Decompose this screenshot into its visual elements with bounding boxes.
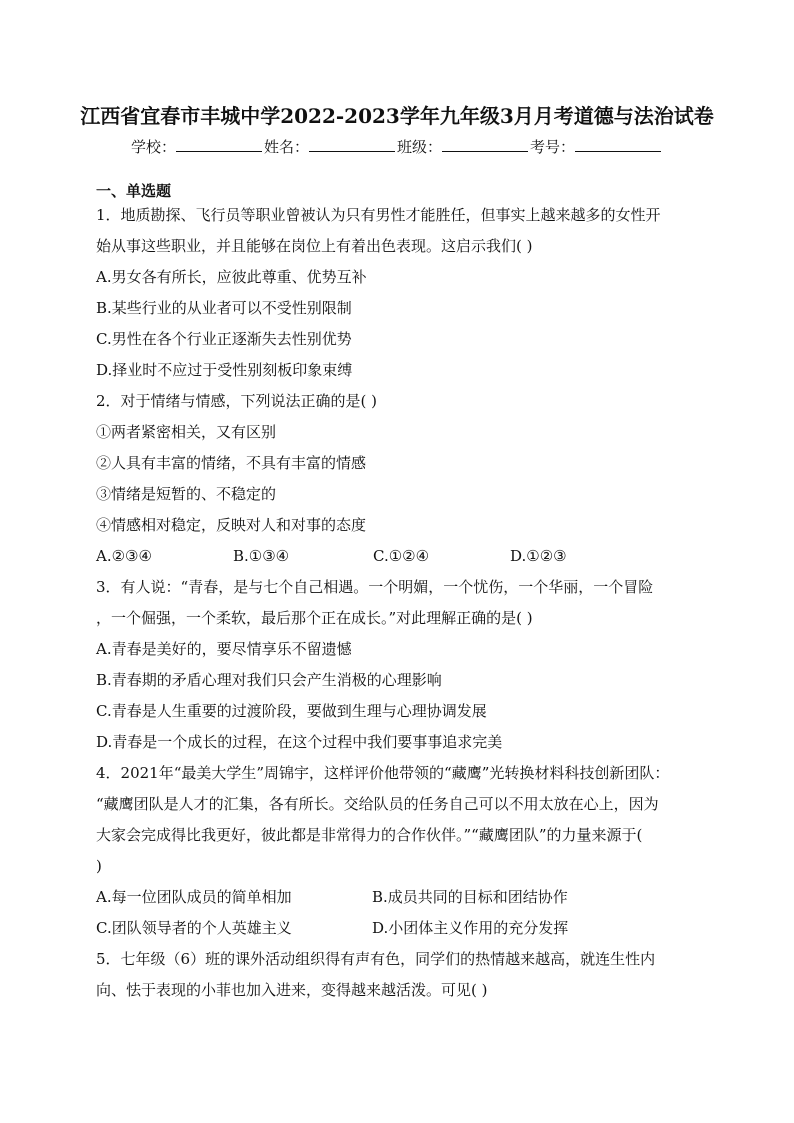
- student-info-line: [0, 136, 794, 157]
- option-b: B.某些行业的从业者可以不受性别限制: [96, 299, 352, 317]
- question-stem: 3．有人说：“青春，是与七个自己相遇。一个明媚，一个忧伤，一个华丽，一个冒险: [96, 578, 654, 596]
- question-stem: 4．2021年“最美大学生”周锦宇，这样评价他带领的“藏鹰”光转换材料科技创新团队：: [96, 764, 670, 782]
- number-blank: [575, 137, 661, 152]
- question-stem: 5．七年级（6）班的课外活动组织得有声有色，同学们的热情越来越高，就连生性内: [96, 950, 656, 968]
- statement-1: ①两者紧密相关，又有区别: [96, 423, 277, 441]
- question-stem: 大家会完成得比我更好，彼此都是非常得力的合作伙伴。”“藏鹰团队”的力量来源于(: [96, 826, 643, 844]
- question-2: [96, 391, 700, 577]
- question-stem: ): [96, 857, 102, 875]
- question-stem: 2．对于情绪与情感，下列说法正确的是( ): [96, 392, 378, 410]
- class-blank: [442, 137, 528, 152]
- school-label: 学校：: [130, 138, 176, 156]
- option-d: D.择业时不应过于受性别刻板印象束缚: [96, 361, 353, 379]
- option-a: A.青春是美好的，要尽情享乐不留遗憾: [96, 640, 352, 658]
- option-c: C.男性在各个行业正逐渐失去性别优势: [96, 330, 352, 348]
- questions: [96, 205, 700, 1011]
- question-stem: “藏鹰团队是人才的汇集，各有所长。交给队员的任务自己可以不用太放在心上，因为: [96, 795, 659, 813]
- options-row: [96, 546, 700, 577]
- option-c: C.①②④: [373, 547, 430, 565]
- question-stem: 1．地质勘探、飞行员等职业曾被认为只有男性才能胜任，但事实上越来越多的女性开: [96, 206, 661, 224]
- option-c: C.团队领导者的个人英雄主义: [96, 919, 292, 937]
- page-title: 江西省宜春市丰城中学2022-2023学年九年级3月月考道德与法治试卷: [80, 104, 714, 128]
- option-d: D.小团体主义作用的充分发挥: [372, 919, 569, 937]
- option-b: B.青春期的矛盾心理对我们只会产生消极的心理影响: [96, 671, 442, 689]
- question-5: [96, 949, 700, 1011]
- statement-3: ③情绪是短暂的、不稳定的: [96, 485, 277, 503]
- question-stem: 向、怯于表现的小菲也加入进来，变得越来越活泼。可见( ): [96, 981, 488, 999]
- name-label: 姓名：: [263, 138, 309, 156]
- option-a: A.男女各有所长，应彼此尊重、优势互补: [96, 268, 367, 286]
- question-3: [96, 577, 700, 763]
- number-label: 考号：: [530, 138, 576, 156]
- question-stem: ，一个倔强，一个柔软，最后那个正在成长。”对此理解正确的是( ): [96, 609, 533, 627]
- options-row: [96, 918, 700, 949]
- section-heading: 一、单选题: [96, 182, 172, 200]
- school-blank: [176, 137, 262, 152]
- option-a: A.②③④: [96, 547, 152, 565]
- statement-2: ②人具有丰富的情绪，不具有丰富的情感: [96, 454, 367, 472]
- option-a: A.每一位团队成员的简单相加: [96, 888, 292, 906]
- option-b: B.成员共同的目标和团结协作: [372, 888, 568, 906]
- option-d: D.青春是一个成长的过程，在这个过程中我们要事事追求完美: [96, 733, 503, 751]
- option-b: B.①③④: [233, 547, 290, 565]
- question-1: [96, 205, 700, 391]
- option-c: C.青春是人生重要的过渡阶段，要做到生理与心理协调发展: [96, 702, 487, 720]
- question-stem: 始从事这些职业，并且能够在岗位上有着出色表现。这启示我们( ): [96, 237, 533, 255]
- question-4: [96, 763, 700, 949]
- class-label: 班级：: [397, 138, 443, 156]
- option-d: D.①②③: [510, 547, 567, 565]
- options-row: [96, 887, 700, 918]
- name-blank: [309, 137, 395, 152]
- statement-4: ④情感相对稳定，反映对人和对事的态度: [96, 516, 367, 534]
